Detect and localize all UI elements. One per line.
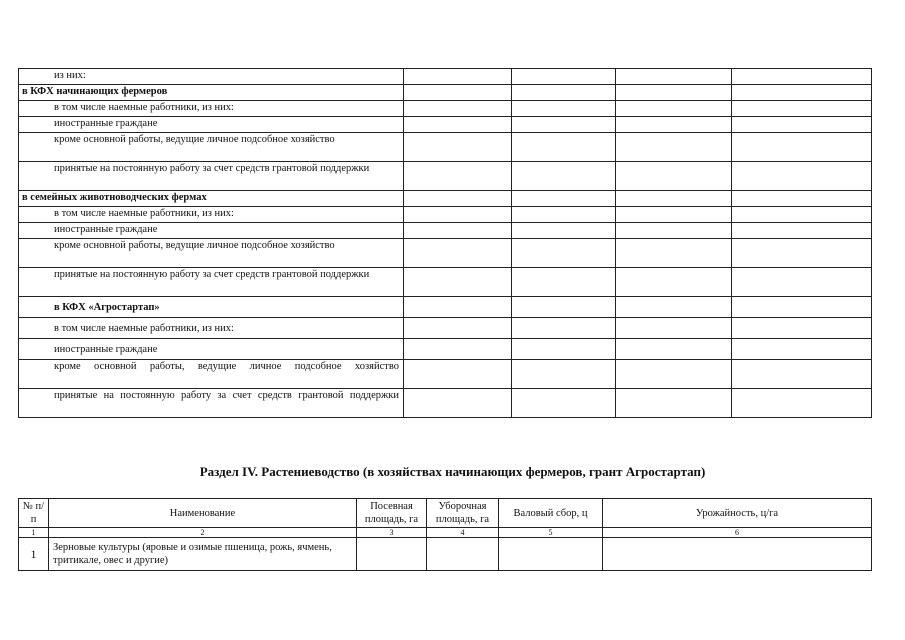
table-row	[19, 69, 872, 85]
value-cell[interactable]	[616, 162, 732, 191]
column-number: 6	[603, 528, 872, 538]
value-cell[interactable]	[512, 117, 616, 133]
value-cell[interactable]	[512, 239, 616, 268]
value-cell[interactable]	[616, 85, 732, 101]
row-label: в КФХ «Агростартап»	[19, 297, 404, 318]
value-cell[interactable]	[732, 69, 872, 85]
row-label: в КФХ начинающих фермеров	[19, 85, 404, 101]
employment-table	[18, 68, 872, 418]
column-number-row	[19, 528, 872, 538]
table-row	[19, 133, 872, 162]
value-cell[interactable]	[732, 101, 872, 117]
row-label: иностранные граждане	[19, 339, 404, 360]
section-title: Раздел IV. Растениеводство (в хозяйствах начинающих фермеров, грант Агростартап)	[199, 464, 706, 479]
value-cell[interactable]	[404, 268, 512, 297]
value-cell[interactable]	[512, 223, 616, 239]
table-row	[19, 339, 872, 360]
row-label: кроме основной работы, ведущие личное подсобное хозяйство	[19, 360, 404, 389]
column-number: 1	[19, 528, 49, 538]
row-label: принятые на постоянную работу за счет средств грантовой поддержки	[19, 389, 404, 418]
row-label: принятые на постоянную работу за счет средств грантовой поддержки	[19, 162, 404, 191]
value-cell[interactable]	[404, 339, 512, 360]
value-cell[interactable]	[732, 389, 872, 418]
column-number: 5	[499, 528, 603, 538]
value-cell[interactable]	[616, 133, 732, 162]
crop-name: Зерновые культуры (яровые и озимые пшеница, рожь, ячмень, тритикале, овес и другие)	[49, 538, 357, 571]
value-cell[interactable]	[512, 339, 616, 360]
value-cell[interactable]	[512, 207, 616, 223]
value-cell[interactable]	[732, 339, 872, 360]
value-cell[interactable]	[404, 389, 512, 418]
crop-production-table	[18, 498, 872, 571]
value-cell[interactable]	[404, 297, 512, 318]
value-cell[interactable]	[732, 133, 872, 162]
table-row	[19, 239, 872, 268]
header-harvested-area: Уборочная площадь, га	[427, 499, 499, 528]
value-cell[interactable]	[616, 101, 732, 117]
row-label: в семейных животноводческих фермах	[19, 191, 404, 207]
table-row	[19, 162, 872, 191]
column-number: 4	[427, 528, 499, 538]
value-cell[interactable]	[732, 318, 872, 339]
row-number: 1	[19, 538, 49, 571]
column-number: 2	[49, 528, 357, 538]
value-cell[interactable]	[732, 223, 872, 239]
table-row	[19, 318, 872, 339]
value-cell[interactable]	[732, 207, 872, 223]
value-cell[interactable]	[616, 207, 732, 223]
row-label: кроме основной работы, ведущие личное подсобное хозяйство	[19, 133, 404, 162]
table-row	[19, 117, 872, 133]
table-row	[19, 268, 872, 297]
header-yield: Урожайность, ц/га	[603, 499, 872, 528]
value-cell[interactable]	[404, 223, 512, 239]
value-cell[interactable]	[616, 69, 732, 85]
value-cell[interactable]	[512, 101, 616, 117]
row-label: в том числе наемные работники, из них:	[19, 318, 404, 339]
value-cell[interactable]	[512, 133, 616, 162]
value-cell[interactable]	[616, 318, 732, 339]
value-cell[interactable]	[732, 162, 872, 191]
value-cell[interactable]	[616, 239, 732, 268]
row-label: кроме основной работы, ведущие личное подсобное хозяйство	[19, 239, 404, 268]
value-cell[interactable]	[616, 117, 732, 133]
table-row	[19, 207, 872, 223]
value-cell[interactable]	[404, 360, 512, 389]
table-row	[19, 297, 872, 318]
row-label: в том числе наемные работники, из них:	[19, 207, 404, 223]
value-cell[interactable]	[512, 268, 616, 297]
row-label: из них:	[19, 69, 404, 85]
value-cell[interactable]	[512, 360, 616, 389]
value-cell[interactable]	[512, 69, 616, 85]
value-cell[interactable]	[512, 191, 616, 207]
row-label: иностранные граждане	[19, 223, 404, 239]
value-cell[interactable]	[404, 101, 512, 117]
value-cell[interactable]	[512, 297, 616, 318]
value-cell[interactable]	[616, 339, 732, 360]
value-cell[interactable]	[404, 133, 512, 162]
value-cell[interactable]	[404, 207, 512, 223]
value-cell[interactable]	[732, 85, 872, 101]
header-name: Наименование	[49, 499, 357, 528]
value-cell[interactable]	[512, 318, 616, 339]
value-cell[interactable]	[616, 297, 732, 318]
value-cell[interactable]	[404, 162, 512, 191]
header-row	[19, 499, 872, 528]
value-cell[interactable]	[512, 162, 616, 191]
table-row	[19, 538, 872, 571]
table-row	[19, 101, 872, 117]
yield-cell[interactable]	[603, 538, 872, 571]
row-label: иностранные граждане	[19, 117, 404, 133]
value-cell[interactable]	[732, 191, 872, 207]
value-cell[interactable]	[732, 297, 872, 318]
value-cell[interactable]	[404, 117, 512, 133]
sown-area-cell[interactable]	[357, 538, 427, 571]
row-label: принятые на постоянную работу за счет средств грантовой поддержки	[19, 268, 404, 297]
table-row	[19, 85, 872, 101]
value-cell[interactable]	[512, 85, 616, 101]
value-cell[interactable]	[512, 389, 616, 418]
value-cell[interactable]	[404, 191, 512, 207]
value-cell[interactable]	[404, 318, 512, 339]
gross-harvest-cell[interactable]	[499, 538, 603, 571]
value-cell[interactable]	[616, 268, 732, 297]
value-cell[interactable]	[732, 239, 872, 268]
value-cell[interactable]	[404, 239, 512, 268]
value-cell[interactable]	[732, 117, 872, 133]
header-gross-harvest: Валовый сбор, ц	[499, 499, 603, 528]
header-num: № п/п	[19, 499, 49, 528]
header-sown-area: Посевная площадь, га	[357, 499, 427, 528]
value-cell[interactable]	[616, 191, 732, 207]
table-row	[19, 360, 872, 389]
value-cell[interactable]	[732, 360, 872, 389]
value-cell[interactable]	[616, 223, 732, 239]
value-cell[interactable]	[732, 268, 872, 297]
value-cell[interactable]	[404, 85, 512, 101]
table-row	[19, 223, 872, 239]
value-cell[interactable]	[404, 69, 512, 85]
harvested-area-cell[interactable]	[427, 538, 499, 571]
value-cell[interactable]	[616, 389, 732, 418]
column-number: 3	[357, 528, 427, 538]
table-row	[19, 389, 872, 418]
row-label: в том числе наемные работники, из них:	[19, 101, 404, 117]
value-cell[interactable]	[616, 360, 732, 389]
table-row	[19, 191, 872, 207]
